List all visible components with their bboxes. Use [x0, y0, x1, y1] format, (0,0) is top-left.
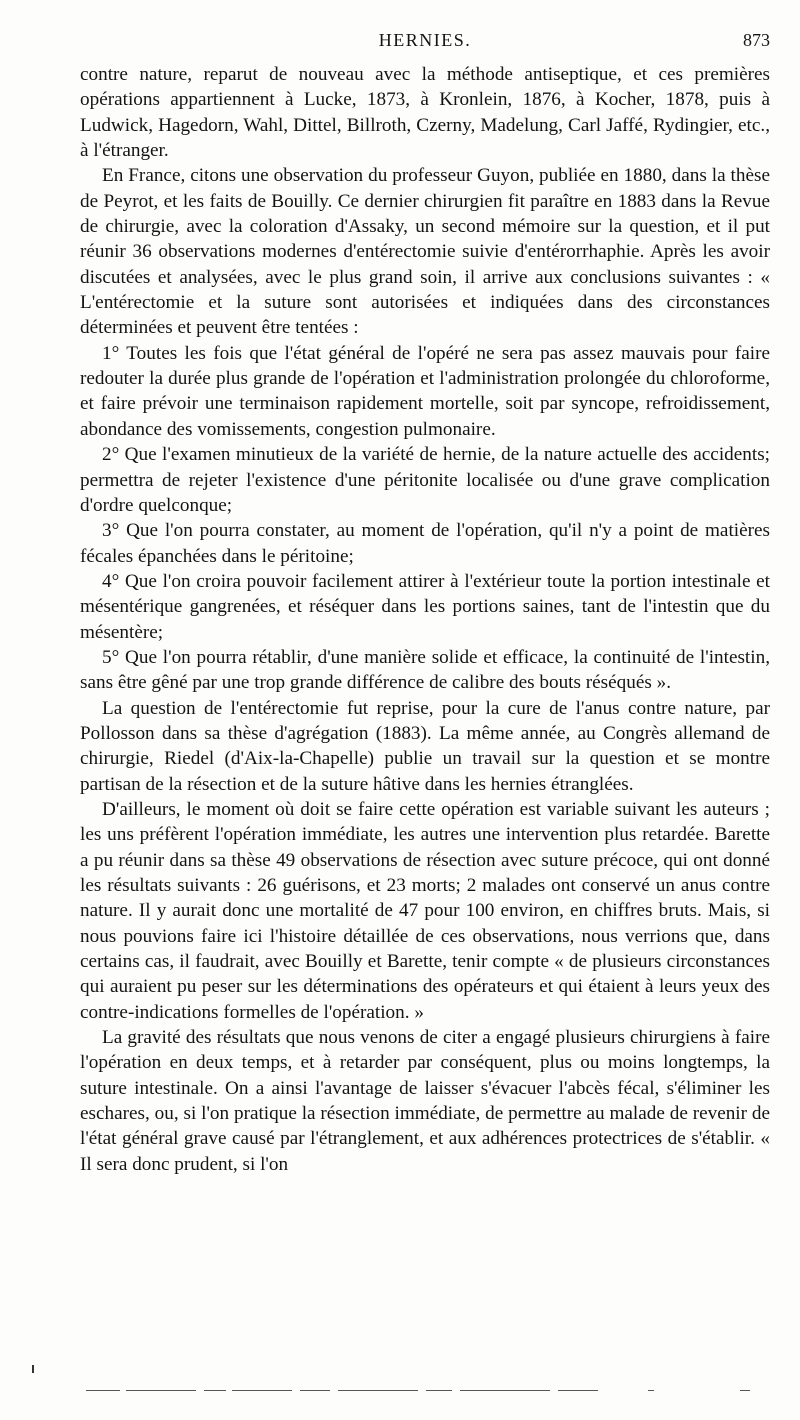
paragraph-gravite: La gravité des résultats que nous venons de citer a engagé plusieurs chirurgiens à faire l'opération en deux temps, et à retarder par conséquent, plus ou moins longtemps, la suture intestinale. On a ainsi l'avantage de laisser s'évacuer l'abcès fécal, s'éliminer les eschares, ou, si l'on pratique la résection immédiate, de permettre au malade de revenir de l'état général grave causé par l'étranglement, et aux adhérences protectrices de s'établir. « Il sera donc prudent, si l'on: [80, 1027, 770, 1175]
scan-speck: [32, 1365, 34, 1373]
conclusion-item-1: 1° Toutes les fois que l'état général de l'opéré ne sera pas assez mauvais pour faire redouter la durée plus grande de l'opération et l'administration prolongée du chloroforme, et faire prévoir une terminaison rapidement mortelle, soit par syncope, refroidissement, abondance des vomissements, congestion pulmonaire.: [80, 342, 770, 440]
paragraph-guyon-bouilly: En France, citons une observation du professeur Guyon, publiée en 1880, dans la thèse de Peyrot, et les faits de Bouilly. Ce dernier chirurgien fit paraître en 1883 dans la Revue de chirurgie, avec la coloration d'Assaky, un second mémoire sur la question, et il put réunir 36 observations modernes d'entérectomie suivie d'entérorrhaphie. Après les avoir discutées et analysées, avec le plus grand soin, il arrive aux conclusions suivantes : « L'entérectomie et la suture sont autorisées et indiquées dans des circonstances déterminées et peuvent être tentées :: [80, 165, 770, 339]
running-title: HERNIES.: [378, 30, 472, 50]
running-header: [80, 30, 770, 54]
paragraph-barette: D'ailleurs, le moment où doit se faire cette opération est variable suivant les auteurs ; les uns préfèrent l'opération immédiate, les autres une intervention plus retardée. Barette a pu réunir dans sa thèse 49 observations de résection avec suture précoce, qui ont donné les résultats suivants : 26 guérisons, et 23 morts; 2 malades ont conservé un anus contre nature. Il y aurait donc une mortalité de 47 pour 100 environ, en chiffres bruts. Mais, si nous pouvions faire ici l'histoire détaillée de ces observations, nous verrions que, dans certains cas, il faudrait, avec Bouilly et Barette, tenir compte « de plusieurs circonstances qui auraient pu peser sur les déterminations des opérateurs et qui étaient à leurs yeux des contre-indications formelles de l'opération. »: [80, 798, 770, 1023]
body-text: [80, 62, 770, 1177]
conclusion-item-2: 2° Que l'examen minutieux de la variété de hernie, de la nature actuelle des accidents; permettra de rejeter l'existence d'une péritonite localisée ou d'une grave complication d'ordre quelconque;: [80, 444, 770, 516]
paragraph-continuation: contre nature, reparut de nouveau avec la méthode antiseptique, et ces premières opérations appartiennent à Lucke, 1873, à Kronlein, 1876, à Kocher, 1878, puis à Ludwick, Hagedorn, Wahl, Dittel, Billroth, Czerny, Madelung, Carl Jaffé, Rydingier, etc., à l'étranger.: [80, 64, 770, 162]
paragraph-pollosson: La question de l'entérectomie fut reprise, pour la cure de l'anus contre nature, par Pollosson dans sa thèse d'agrégation (1883). La même année, au Congrès allemand de chirurgie, Riedel (d'Aix-la-Chapelle) publie un travail sur la question et se montre partisan de la résection et de la suture hâtive dans les hernies étranglées.: [80, 697, 770, 795]
page-number: 873: [743, 30, 770, 50]
conclusion-item-4: 4° Que l'on croira pouvoir facilement attirer à l'extérieur toute la portion intestinale et mésentérique gangrenées, et réséquer dans les portions saines, tant de l'intestin que du mésentère;: [80, 570, 770, 643]
bleed-through-marks: [80, 1386, 770, 1396]
conclusion-item-5: 5° Que l'on pourra rétablir, d'une manière solide et efficace, la continuité de l'intestin, sans être gêné par une trop grande différence de calibre des bouts réséqués ».: [80, 646, 770, 694]
conclusion-item-3: 3° Que l'on pourra constater, au moment de l'opération, qu'il n'y a point de matières fécales épanchées dans le péritoine;: [80, 520, 770, 567]
